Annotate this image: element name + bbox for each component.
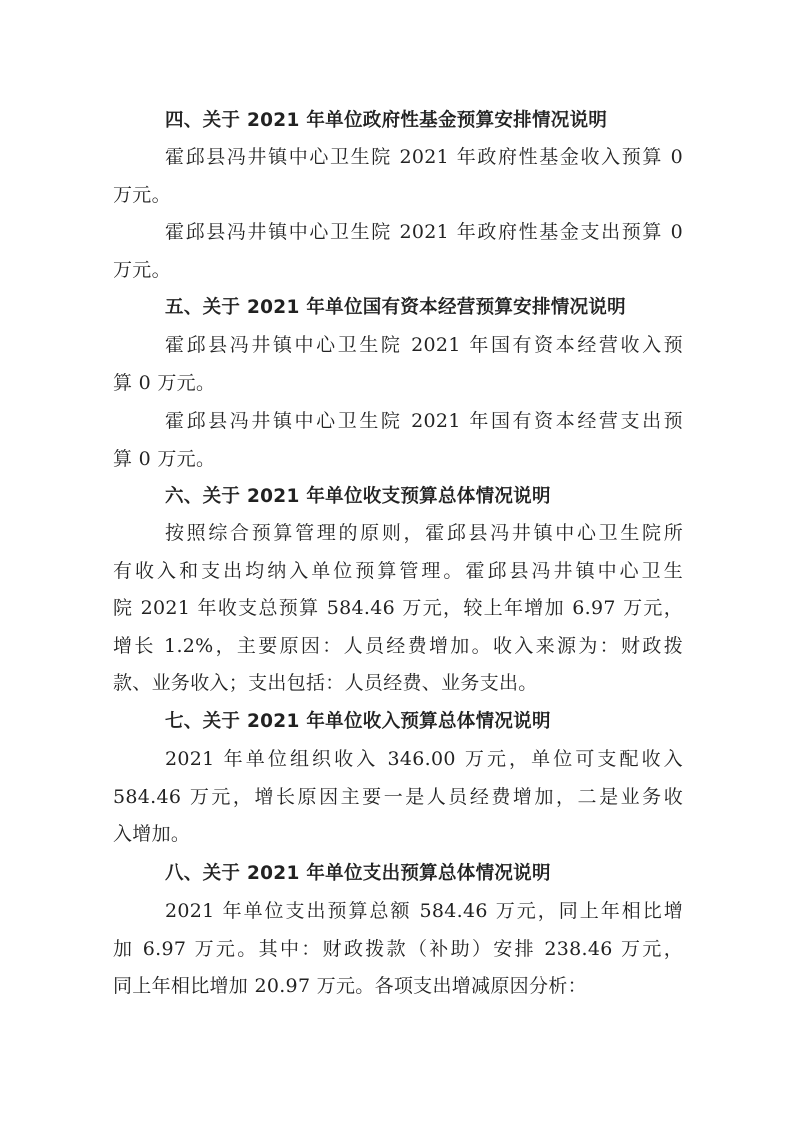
- paragraph: [113, 403, 683, 478]
- text-line: 霍邱县冯井镇中心卫生院 2021 年政府性基金支出预算 0: [165, 221, 683, 243]
- text-line: 2021 年单位组织收入 346.00 万元，单位可支配收入: [165, 748, 683, 770]
- text-line: 增长 1.2%，主要原因：人员经费增加。收入来源为：财政拨: [113, 634, 683, 657]
- text-line: 按照综合预算管理的原则，霍邱县冯井镇中心卫生院所: [165, 522, 683, 544]
- text-line: 万元。: [113, 183, 171, 206]
- paragraph: [113, 515, 683, 703]
- text-line: 院 2021 年收支总预算 584.46 万元，较上年增加 6.97 万元，: [113, 597, 683, 619]
- section-heading-6: 六、关于 2021 年单位收支预算总体情况说明: [165, 486, 551, 507]
- text-line: 入增加。: [113, 823, 191, 845]
- section-heading-8: 八、关于 2021 年单位支出预算总体情况说明: [165, 863, 551, 884]
- text-line: 算 0 万元。: [113, 371, 216, 394]
- paragraph: [113, 893, 683, 1006]
- section-heading-4: 四、关于 2021 年单位政府性基金预算安排情况说明: [165, 110, 608, 131]
- text-line: 加 6.97 万元。其中：财政拨款（补助）安排 238.46 万元，: [113, 937, 683, 960]
- section-heading-7: 七、关于 2021 年单位收入预算总体情况说明: [165, 711, 551, 732]
- text-line: 584.46 万元，增长原因主要一是人员经费增加，二是业务收: [113, 785, 683, 808]
- paragraph: [113, 139, 683, 214]
- paragraph: [113, 214, 683, 289]
- text-line: 万元。: [113, 258, 171, 281]
- text-line: 有收入和支出均纳入单位预算管理。霍邱县冯井镇中心卫生: [113, 559, 683, 582]
- section-heading-5: 五、关于 2021 年单位国有资本经营预算安排情况说明: [165, 297, 626, 318]
- text-line: 霍邱县冯井镇中心卫生院 2021 年政府性基金收入预算 0: [165, 146, 683, 168]
- text-line: 霍邱县冯井镇中心卫生院 2021 年国有资本经营支出预: [165, 410, 683, 432]
- text-line: 同上年相比增加 20.97 万元。各项支出增减原因分析：: [113, 975, 587, 997]
- paragraph: [113, 741, 683, 854]
- paragraph: [113, 327, 683, 402]
- text-line: 款、业务收入；支出包括：人员经费、业务支出。: [113, 672, 538, 694]
- text-line: 2021 年单位支出预算总额 584.46 万元，同上年相比增: [165, 900, 683, 922]
- text-line: 霍邱县冯井镇中心卫生院 2021 年国有资本经营收入预: [165, 334, 683, 356]
- text-line: 算 0 万元。: [113, 447, 216, 470]
